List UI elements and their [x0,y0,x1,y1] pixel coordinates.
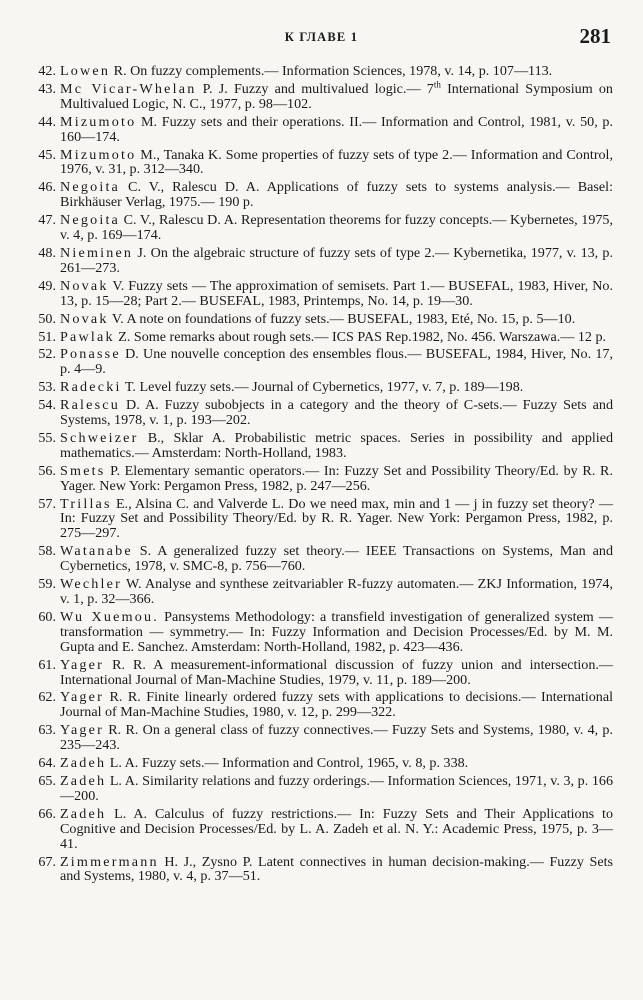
reference-number: 66. [38,805,56,822]
reference-item [30,756,613,771]
reference-item [30,180,613,210]
reference-number: 65. [38,772,56,789]
reference-author: Ponasse [60,346,121,363]
reference-text: M. Fuzzy sets and their operations. II.— Information and Control, 1981, v. 50, p. 160—174. [60,113,613,145]
reference-text: R. R. Finite linearly ordered fuzzy sets with applications to decisions.— International Journal of Man-Machine Studies, 1980, v. 12, p. 299—322. [60,689,613,721]
reference-item [30,807,613,852]
reference-item [30,380,613,395]
reference-author: Radecki [60,379,122,396]
reference-author: Yager [60,689,105,706]
reference-number: 42. [38,63,56,79]
reference-author: Zimmermann [60,853,159,870]
reference-text: D. A. Fuzzy subobjects in a category and the theory of C-sets.— Fuzzy Sets and Systems, 1978, v. 1, p. 193—202. [60,397,613,429]
reference-author: Mizumoto [60,113,137,130]
reference-number: 46. [38,179,56,196]
reference-author: Novak [60,310,109,327]
reference-number: 50. [38,310,56,327]
reference-item [30,855,613,885]
reference-author: Mizumoto [60,146,137,163]
reference-number: 60. [38,608,56,625]
reference-author: Mc Vicar-Whelan [60,80,197,97]
reference-number: 49. [38,277,56,294]
reference-number: 57. [38,495,56,512]
reference-number: 55. [38,429,56,446]
reference-number: 64. [38,755,56,772]
page-number: 281 [579,24,611,48]
page-header [0,22,643,52]
running-head: К ГЛАВЕ 1 [284,30,359,44]
reference-number: 59. [38,576,56,593]
reference-text: P. J. Fuzzy and multivalued logic.— 7th International Symposium on Multivalued Logic, N. C., 1977, p. 98—102. [60,79,613,112]
reference-number: 56. [38,462,56,479]
reference-number: 48. [38,244,56,261]
reference-text: E., Alsina C. and Valverde L. Do we need max, min and 1 — j in fuzzy set theory? — In: Fuzzy Set and Possibility Theory/Ed. by R. R. Yager. New York: Pergamon Press, 1982, p. 275—297. [60,495,613,542]
reference-item [30,658,613,688]
reference-text: L. A. Calculus of fuzzy restrictions.— In: Fuzzy Sets and Their Applications to Cognitive and Decision Processes/Ed. by L. A. Zadeh et al. N. Y.: Academic Press, 1975, p. 3—41. [60,805,613,852]
reference-number: 43. [38,80,56,97]
reference-item [30,690,613,720]
reference-item [30,347,613,377]
reference-author: Trillas [60,495,112,512]
reference-text: L. A. Similarity relations and fuzzy orderings.— Information Sciences, 1971, v. 3, p. 166—200. [60,772,613,804]
reference-text: V. Fuzzy sets — The approximation of semisets. Part 1.— BUSEFAL, 1983, Hiver, No. 13, p. 15—28; Part 2.— BUSEFAL, 1983, Printemps, No. 14, p. 19—30. [60,277,613,309]
reference-number: 54. [38,397,56,414]
reference-text: C. V., Ralescu D. A. Representation theorems for fuzzy concepts.— Kybernetes, 1975, v. 4, p. 169—174. [60,212,613,244]
reference-item [30,398,613,428]
reference-text: J. On the algebraic structure of fuzzy sets of type 2.— Kybernetika, 1977, v. 13, p. 261—273. [60,244,613,276]
reference-author: Yager [60,656,105,673]
reference-text: Pansystems Methodology: a transfield investigation of generalized system — transformation — symmetry.— In: Fuzzy Information and Decision Processes/Ed. by M. M. Gupta and E. Sanchez. Amsterdam: North-Holland, 1982, p. 423—436. [60,608,613,655]
reference-text: R. R. A measurement-informational discussion of fuzzy union and intersection.— International Journal of Man-Machine Studies, 1979, v. 11, p. 189—200. [60,656,613,688]
reference-number: 62. [38,689,56,706]
reference-author: Zadeh [60,755,107,772]
reference-item [30,464,613,494]
reference-item [30,723,613,753]
reference-number: 47. [38,212,56,229]
reference-item [30,115,613,145]
reference-author: Wu Xuemou. [60,608,159,625]
reference-item [30,312,613,327]
reference-text: W. Analyse and synthese zeitvariabler R-fuzzy automaten.— ZKJ Information, 1974, v. 1, p. 32—366. [60,576,613,607]
reference-number: 53. [38,379,56,396]
reference-item [30,330,613,345]
reference-item [30,148,613,178]
reference-author: Smets [60,462,106,479]
reference-number: 51. [38,328,56,345]
reference-text: D. Une nouvelle conception des ensembles flous.— BUSEFAL, 1984, Hiver, No. 17, p. 4—9. [60,346,613,378]
reference-item [30,774,613,804]
reference-item [30,544,613,574]
reference-author: Wechler [60,576,122,593]
reference-number: 63. [38,722,56,739]
reference-text: H. J., Zysno P. Latent connectives in human decision-making.— Fuzzy Sets and Systems, 1980, v. 4, p. 37—51. [60,853,613,885]
reference-text: C. V., Ralescu D. A. Applications of fuzzy sets to systems analysis.— Basel: Birkhäuser Verlag, 1975.— 190 p. [60,179,613,211]
reference-author: Watanabe [60,543,133,560]
reference-item [30,213,613,243]
reference-author: Novak [60,277,109,294]
reference-list [30,64,613,887]
reference-author: Yager [60,722,105,739]
reference-text: M., Tanaka K. Some properties of fuzzy sets of type 2.— Information and Control, 1976, v. 31, p. 312—340. [60,146,613,178]
reference-author: Nieminen [60,244,134,261]
reference-author: Ralescu [60,397,121,414]
reference-number: 44. [38,113,56,130]
reference-author: Zadeh [60,805,107,822]
reference-author: Negoita [60,212,121,229]
reference-text: B., Sklar A. Probabilistic metric spaces. Series in possibility and applied mathematics.— Amsterdam: North-Holland, 1983. [60,429,613,461]
reference-item [30,79,613,112]
reference-author: Lowen [60,63,111,79]
reference-text: T. Level fuzzy sets.— Journal of Cybernetics, 1977, v. 7, p. 189—198. [121,379,524,396]
reference-item [30,246,613,276]
reference-text: V. A note on foundations of fuzzy sets.— BUSEFAL, 1983, Eté, No. 15, p. 5—10. [108,310,576,327]
reference-item [30,431,613,461]
reference-text: R. On fuzzy complements.— Information Sciences, 1978, v. 14, p. 107—113. [110,63,553,79]
reference-author: Negoita [60,179,121,196]
reference-number: 67. [38,853,56,870]
reference-item [30,610,613,655]
reference-number: 61. [38,656,56,673]
reference-author: Pawlak [60,328,115,345]
reference-number: 45. [38,146,56,163]
reference-text: P. Elementary semantic operators.— In: Fuzzy Set and Possibility Theory/Ed. by R. R. Yager. New York: Pergamon Press, 1982, p. 247—256. [60,462,613,494]
reference-item [30,279,613,309]
reference-number: 58. [38,543,56,560]
reference-author: Schweizer [60,429,139,446]
reference-item [30,577,613,607]
reference-item [30,64,613,79]
reference-number: 52. [38,346,56,363]
reference-author: Zadeh [60,772,107,789]
reference-item [30,497,613,542]
reference-text: S. A generalized fuzzy set theory.— IEEE Transactions on Systems, Man and Cybernetics, 1978, v. SMC-8, p. 756—760. [60,543,613,575]
reference-text: L. A. Fuzzy sets.— Information and Control, 1965, v. 8, p. 338. [106,755,469,772]
reference-text: R. R. On a general class of fuzzy connectives.— Fuzzy Sets and Systems, 1980, v. 4, p. 235—243. [60,722,613,754]
reference-text: Z. Some remarks about rough sets.— ICS PAS Rep.1982, No. 456. Warszawa.— 12 p. [114,328,607,345]
